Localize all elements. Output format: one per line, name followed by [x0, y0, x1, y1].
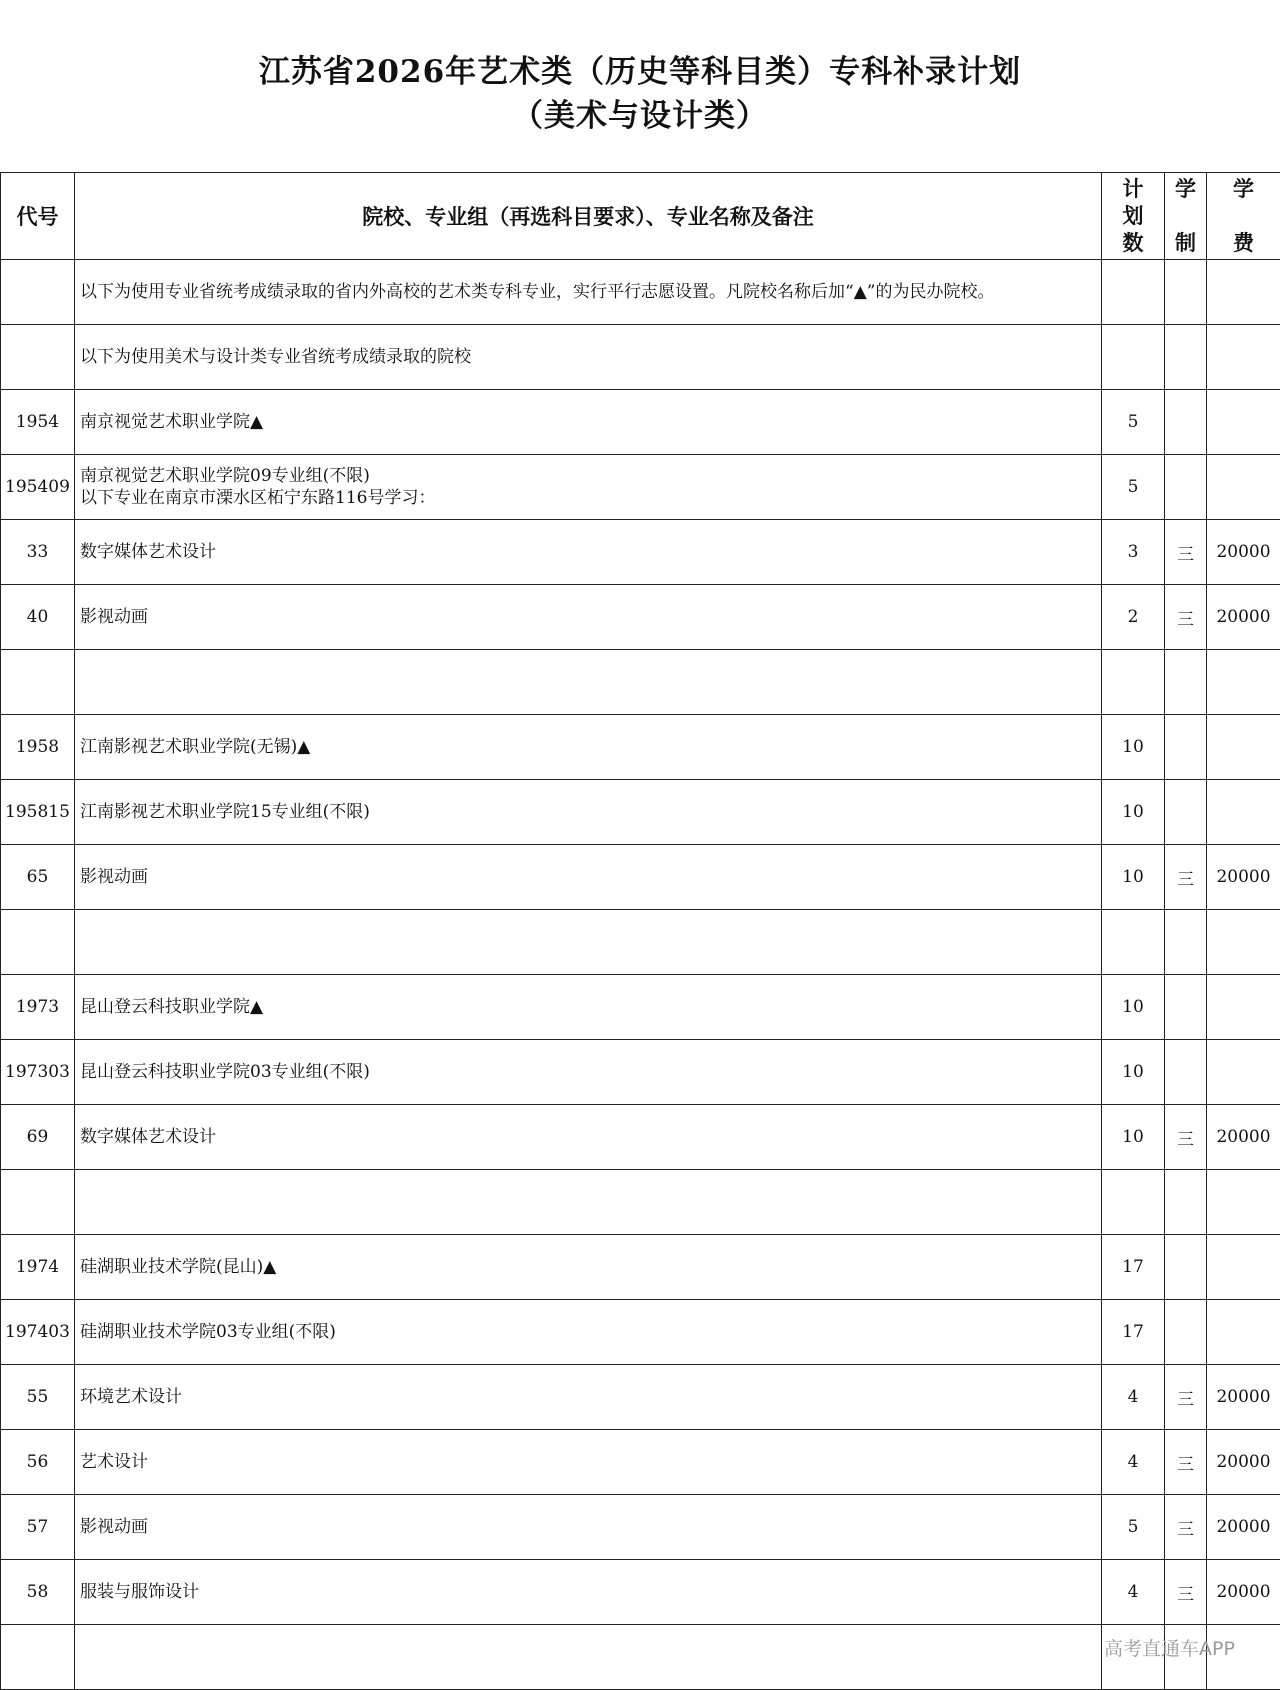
row-fee-cell: 20000	[1207, 1430, 1280, 1495]
row-fee-cell: 20000	[1207, 1105, 1280, 1170]
row-duration-cell	[1165, 1170, 1207, 1235]
table-row	[1, 1040, 1280, 1105]
table-row	[1, 910, 1280, 975]
row-duration-cell: 三	[1165, 585, 1207, 650]
table-row	[1, 780, 1280, 845]
row-name-line: 硅湖职业技术学院03专业组(不限)	[80, 1321, 1101, 1343]
row-plan-cell: 10	[1102, 715, 1165, 780]
row-name-cell	[75, 1170, 1102, 1235]
row-name-cell	[75, 325, 1102, 390]
row-code-cell: 57	[1, 1495, 75, 1560]
row-plan-cell: 10	[1102, 845, 1165, 910]
row-code-cell: 65	[1, 845, 75, 910]
row-name-line: 以下专业在南京市溧水区柘宁东路116号学习：	[80, 487, 1101, 509]
table-body	[1, 260, 1280, 1690]
row-duration-cell	[1165, 650, 1207, 715]
row-duration-cell: 三	[1165, 1105, 1207, 1170]
row-code-cell	[1, 910, 75, 975]
row-name-line: 南京视觉艺术职业学院▲	[80, 411, 1101, 433]
row-fee-cell	[1207, 390, 1280, 455]
row-duration-cell	[1165, 455, 1207, 520]
table-row	[1, 975, 1280, 1040]
row-fee-cell: 20000	[1207, 1495, 1280, 1560]
row-plan-cell: 10	[1102, 1105, 1165, 1170]
row-name-line: 硅湖职业技术学院(昆山)▲	[80, 1256, 1101, 1278]
row-name-cell	[75, 260, 1102, 325]
table-row	[1, 1430, 1280, 1495]
row-plan-cell	[1102, 910, 1165, 975]
row-fee-cell	[1207, 455, 1280, 520]
row-code-cell	[1, 325, 75, 390]
row-fee-cell	[1207, 715, 1280, 780]
row-name-line: 影视动画	[80, 866, 1101, 888]
header-fee	[1207, 173, 1280, 260]
row-code-cell: 58	[1, 1560, 75, 1625]
row-fee-cell: 20000	[1207, 845, 1280, 910]
row-code-cell: 195409	[1, 455, 75, 520]
row-code-cell: 56	[1, 1430, 75, 1495]
row-name-cell	[75, 1495, 1102, 1560]
row-code-cell: 1954	[1, 390, 75, 455]
row-duration-cell: 三	[1165, 1430, 1207, 1495]
row-plan-cell: 5	[1102, 1495, 1165, 1560]
document-subtitle: （美术与设计类）	[0, 90, 1280, 135]
row-fee-cell	[1207, 1300, 1280, 1365]
row-fee-cell: 20000	[1207, 520, 1280, 585]
table-row	[1, 390, 1280, 455]
header-fee-char: 费	[1233, 230, 1254, 256]
table-header-row	[1, 173, 1280, 260]
header-plan-char: 计	[1123, 176, 1144, 202]
row-name-cell	[75, 455, 1102, 520]
row-name-cell	[75, 520, 1102, 585]
row-fee-cell	[1207, 780, 1280, 845]
row-plan-cell: 5	[1102, 455, 1165, 520]
row-fee-cell	[1207, 1040, 1280, 1105]
row-code-cell: 55	[1, 1365, 75, 1430]
row-name-line: 南京视觉艺术职业学院09专业组(不限)	[80, 465, 1101, 487]
table-row	[1, 455, 1280, 520]
row-name-cell	[75, 1625, 1102, 1690]
row-code-cell: 197403	[1, 1300, 75, 1365]
table-row	[1, 1300, 1280, 1365]
table-row	[1, 1105, 1280, 1170]
row-fee-cell	[1207, 325, 1280, 390]
row-plan-cell: 10	[1102, 1040, 1165, 1105]
row-duration-cell	[1165, 325, 1207, 390]
row-plan-cell	[1102, 325, 1165, 390]
table-row	[1, 325, 1280, 390]
row-fee-cell	[1207, 910, 1280, 975]
row-fee-cell: 20000	[1207, 1560, 1280, 1625]
plan-table	[0, 172, 1280, 1690]
row-name-cell	[75, 1235, 1102, 1300]
row-name-cell	[75, 1040, 1102, 1105]
header-plan-char: 划	[1123, 203, 1144, 229]
row-code-cell: 197303	[1, 1040, 75, 1105]
row-name-cell	[75, 1430, 1102, 1495]
row-plan-cell: 10	[1102, 975, 1165, 1040]
table-row	[1, 650, 1280, 715]
header-duration	[1165, 173, 1207, 260]
row-name-line: 昆山登云科技职业学院03专业组(不限)	[80, 1061, 1101, 1083]
row-plan-cell: 10	[1102, 780, 1165, 845]
row-code-cell: 69	[1, 1105, 75, 1170]
row-name-line: 以下为使用美术与设计类专业省统考成绩录取的院校	[80, 346, 1101, 368]
header-duration-char: 学	[1175, 176, 1196, 202]
table-row	[1, 1495, 1280, 1560]
row-plan-cell: 4	[1102, 1365, 1165, 1430]
table-row	[1, 260, 1280, 325]
table-row	[1, 585, 1280, 650]
row-name-cell	[75, 1105, 1102, 1170]
row-duration-cell	[1165, 910, 1207, 975]
row-name-cell	[75, 1365, 1102, 1430]
row-duration-cell: 三	[1165, 1495, 1207, 1560]
row-plan-cell	[1102, 650, 1165, 715]
row-fee-cell	[1207, 975, 1280, 1040]
row-plan-cell: 4	[1102, 1560, 1165, 1625]
row-plan-cell	[1102, 260, 1165, 325]
row-name-line: 江南影视艺术职业学院15专业组(不限)	[80, 801, 1101, 823]
row-name-line: 数字媒体艺术设计	[80, 1126, 1101, 1148]
row-plan-cell: 17	[1102, 1235, 1165, 1300]
row-duration-cell	[1165, 1235, 1207, 1300]
row-code-cell: 195815	[1, 780, 75, 845]
row-plan-cell: 5	[1102, 390, 1165, 455]
row-fee-cell	[1207, 260, 1280, 325]
header-plan-char: 数	[1123, 230, 1144, 256]
row-duration-cell: 三	[1165, 1365, 1207, 1430]
row-name-cell	[75, 975, 1102, 1040]
table-row	[1, 1235, 1280, 1300]
header-name: 院校、专业组（再选科目要求）、专业名称及备注	[75, 173, 1102, 260]
row-plan-cell: 17	[1102, 1300, 1165, 1365]
row-name-line: 数字媒体艺术设计	[80, 541, 1101, 563]
row-duration-cell: 三	[1165, 520, 1207, 585]
row-name-cell	[75, 715, 1102, 780]
table-row	[1, 1170, 1280, 1235]
row-plan-cell: 4	[1102, 1430, 1165, 1495]
row-code-cell: 1973	[1, 975, 75, 1040]
table-row	[1, 1625, 1280, 1690]
row-name-cell	[75, 585, 1102, 650]
row-duration-cell	[1165, 390, 1207, 455]
row-name-cell	[75, 1300, 1102, 1365]
row-name-line: 昆山登云科技职业学院▲	[80, 996, 1101, 1018]
row-duration-cell	[1165, 975, 1207, 1040]
row-duration-cell	[1165, 780, 1207, 845]
row-code-cell	[1, 650, 75, 715]
table-row	[1, 1365, 1280, 1430]
row-duration-cell	[1165, 715, 1207, 780]
row-name-line: 环境艺术设计	[80, 1386, 1101, 1408]
row-code-cell: 1958	[1, 715, 75, 780]
document-title: 江苏省2026年艺术类（历史等科目类）专科补录计划	[0, 46, 1280, 91]
row-name-line: 艺术设计	[80, 1451, 1101, 1473]
header-code: 代号	[1, 173, 75, 260]
row-fee-cell	[1207, 1235, 1280, 1300]
row-name-line: 以下为使用专业省统考成绩录取的省内外高校的艺术类专科专业，实行平行志愿设置。凡院校名称后加“▲”的为民办院校。	[80, 281, 1101, 303]
row-plan-cell	[1102, 1170, 1165, 1235]
row-plan-cell: 3	[1102, 520, 1165, 585]
row-code-cell: 1974	[1, 1235, 75, 1300]
row-name-line: 影视动画	[80, 1516, 1101, 1538]
row-name-cell	[75, 910, 1102, 975]
row-fee-cell	[1207, 650, 1280, 715]
row-code-cell	[1, 260, 75, 325]
row-duration-cell	[1165, 1040, 1207, 1105]
row-fee-cell: 20000	[1207, 1365, 1280, 1430]
row-duration-cell: 三	[1165, 845, 1207, 910]
row-duration-cell	[1165, 260, 1207, 325]
row-name-cell	[75, 650, 1102, 715]
header-duration-char: 制	[1175, 230, 1196, 256]
row-name-cell	[75, 845, 1102, 910]
row-code-cell	[1, 1625, 75, 1690]
header-fee-char: 学	[1233, 176, 1254, 202]
row-plan-cell: 2	[1102, 585, 1165, 650]
row-duration-cell	[1165, 1300, 1207, 1365]
watermark: 高考直通车APP	[1104, 1634, 1235, 1661]
row-name-cell	[75, 780, 1102, 845]
row-duration-cell: 三	[1165, 1560, 1207, 1625]
row-name-line: 江南影视艺术职业学院(无锡)▲	[80, 736, 1101, 758]
table-row	[1, 520, 1280, 585]
row-name-cell	[75, 1560, 1102, 1625]
row-fee-cell: 20000	[1207, 585, 1280, 650]
row-name-line: 影视动画	[80, 606, 1101, 628]
table-row	[1, 715, 1280, 780]
header-plan	[1102, 173, 1165, 260]
table-row	[1, 845, 1280, 910]
row-name-cell	[75, 390, 1102, 455]
row-code-cell: 40	[1, 585, 75, 650]
table-row	[1, 1560, 1280, 1625]
row-name-line: 服装与服饰设计	[80, 1581, 1101, 1603]
row-fee-cell	[1207, 1170, 1280, 1235]
row-code-cell: 33	[1, 520, 75, 585]
row-code-cell	[1, 1170, 75, 1235]
